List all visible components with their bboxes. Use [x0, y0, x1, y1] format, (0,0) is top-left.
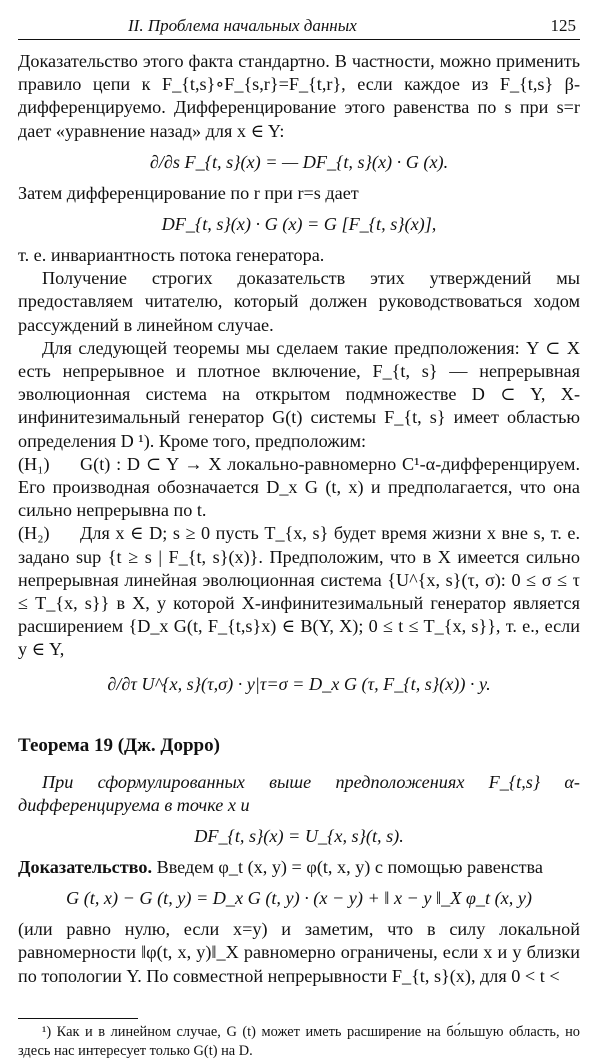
hypothesis-h2-tag: (H₂) — [18, 523, 50, 544]
paragraph-continuity: (или равно нулю, если x=y) и заметим, что в силу локальной равномерности ‖φ(t, x, y)‖_X равномерно ограничены, если x и y близки по топологии Y. По совместной непрерывности F_{t, s}(x), для 0 < t < — [18, 919, 580, 986]
paragraph-invariance: т. е. инвариантность потока генератора. — [18, 245, 325, 266]
running-head — [18, 16, 580, 40]
paragraph-chain-rule: Доказательство этого факта стандартно. В частности, можно применить правило цепи к F_{t,s}∘F_{s,r}=F_{t,r}, если каждое из F_{t,s} β-дифференцируемо. Дифференцирование этого равенства по s при s=r дает «уравнение назад» для x ∈ Y: — [18, 51, 580, 141]
equation-invariance: DF_{t, s}(x) · G (x) = G [F_{t, s}(x)], — [161, 214, 437, 235]
hypothesis-h2 — [18, 522, 580, 661]
paragraph-rigorous-proofs: Получение строгих доказательств этих утверждений мы предоставляем читателю, который должен руководствоваться ходом рассуждений в линейном случае. — [18, 268, 580, 335]
equation-backward: ∂/∂s F_{t, s}(x) = — DF_{t, s}(x) · G (x). — [149, 151, 449, 172]
chapter-title: II. Проблема начальных данных — [128, 16, 357, 35]
paragraph-differentiate-r: Затем дифференцирование по r при r=s дает — [18, 182, 359, 203]
footnote: ¹) Как и в линейном случае, G (t) может иметь расширение на бо́льшую область, но здесь нас интересует только G(t) на D. — [18, 1023, 580, 1059]
hypothesis-h1-text: G(t) : D ⊂ Y → X локально-равномерно C¹-α-дифференцируем. Его производная обозначается D_x G (t, x) и предполагается, что она сильно непрерывна по t. — [18, 453, 580, 521]
footnote-rule — [18, 1018, 138, 1019]
proof-paragraph — [18, 856, 580, 879]
theorem-statement: При сформулированных выше предположениях F_{t,s} α-дифференцируема в точке x и — [18, 771, 580, 815]
equation-derivative: DF_{t, s}(x) = U_{x, s}(t, s). — [194, 826, 404, 847]
equation-phi: G (t, x) − G (t, y) = D_x G (t, y) · (x − y) + ‖ x − y ‖_X φ_t (x, y) — [66, 888, 532, 909]
hypothesis-h1-tag: (H₁) — [18, 453, 50, 474]
proof-label: Доказательство. — [18, 857, 153, 878]
proof-text: Введем φ_t (x, y) = φ(t, x, y) с помощью равенства — [156, 857, 543, 878]
hypothesis-h1 — [18, 453, 580, 523]
hypothesis-h2-text: Для x ∈ D; s ≥ 0 пусть T_{x, s} будет время жизни x вне s, т. е. задано sup {t ≥ s | F_{t, s}(x)}. Предположим, что в X имеется сильно непрерывная линейная эволюционная система {U^{x, s}(τ, σ): 0 ≤ σ ≤ τ ≤ T_{x, s}} в X, у которой X-инфинитезимальный генератор является расширением {D_x G(t, F_{t,s}x) ∈ B(Y, X); 0 ≤ t ≤ T_{x, s}}, т. е., если y ∈ Y, — [18, 523, 580, 660]
page-number: 125 — [550, 16, 576, 35]
paragraph-assumptions: Для следующей теоремы мы сделаем такие предположения: Y ⊂ X есть непрерывное и плотное включение, F_{t, s} — непрерывная эволюционная система на открытом подмножестве D ⊂ Y, X-инфинитезимальный генератор G(t) системы F_{t, s} имеет областью определения D ¹). Кроме того, предположим: — [18, 337, 580, 451]
equation-generator: ∂/∂τ U^{x, s}(τ,σ) · y|τ=σ = D_x G (τ, F_{t, s}(x)) · y. — [107, 673, 491, 694]
theorem-title: Теорема 19 (Дж. Дорро) — [18, 734, 220, 756]
